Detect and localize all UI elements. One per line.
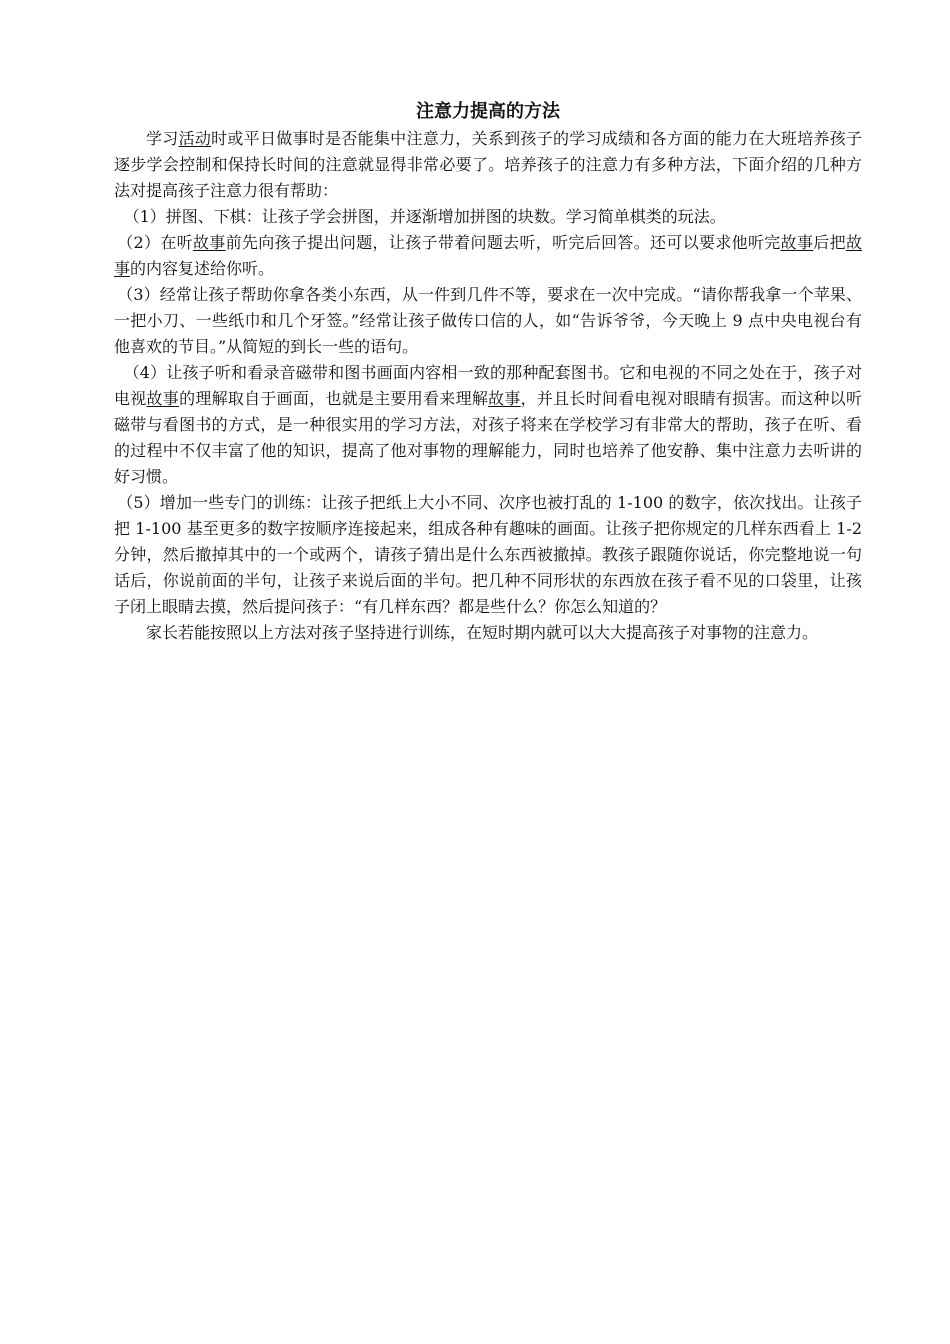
intro-text-a: 学习 xyxy=(146,129,179,148)
intro-paragraph xyxy=(114,126,862,204)
document-title: 注意力提高的方法 xyxy=(416,101,560,122)
link-story-5[interactable]: 故事 xyxy=(488,389,521,408)
item-2-text-a: （2）在听 xyxy=(117,233,193,252)
link-story-2[interactable]: 故事 xyxy=(780,233,814,252)
link-story-1[interactable]: 故事 xyxy=(192,233,226,252)
item-4-paragraph xyxy=(114,360,862,490)
item-4-text-b: 的理解取自于画面，也就是主要用看来理解 xyxy=(179,389,489,408)
item-2-paragraph xyxy=(114,230,862,282)
item-2-text-d: 的内容复述给你听。 xyxy=(130,259,275,278)
link-story-3[interactable]: 故事 xyxy=(114,233,862,278)
item-4-text-a: （4）让孩子听和看录音磁带和图书画面内容相一致的那种配套图书。它和电视的不同之处在于，孩子对电视 xyxy=(114,363,862,408)
item-4-text-c: ，并且长时间看电视对眼睛有损害。而这种以听磁带与看图书的方式，是一种很实用的学习方法，对孩子将来在学校学习有非常大的帮助，孩子在听、看的过程中不仅丰富了他的知识，提高了他对事物的理解能力，同时也培养了他安静、集中注意力去听讲的好习惯。 xyxy=(114,389,862,486)
link-story-4[interactable]: 故事 xyxy=(146,389,180,408)
item-1-paragraph: （1）拼图、下棋：让孩子学会拼图，并逐渐增加拼图的块数。学习简单棋类的玩法。 xyxy=(123,207,726,226)
item-2-text-c: 后把 xyxy=(813,233,846,252)
item-5-paragraph: （5）增加一些专门的训练：让孩子把纸上大小不同、次序也被打乱的 1-100 的数字，依次找出。让孩子把 1-100 基至更多的数字按顺序连接起来，组成各种有趣味的画面。让孩子把你规定的几样东西看上 1-2 分钟，然后撤掉其中的一个或两个，请孩子猜出是什么东西被撤掉。教孩子跟随你说话，你完整地说一句话后，你说前面的半句，让孩子来说后面的半句。把几种不同形状的东西放在孩子看不见的口袋里，让孩子闭上眼睛去摸，然后提问孩子：“有几样东西？都是些什么？你怎么知道的？ xyxy=(114,493,862,616)
item-2-text-b: 前先向孩子提出问题，让孩子带着问题去听，听完后回答。还可以要求他听完 xyxy=(225,233,781,252)
item-3-paragraph: （3）经常让孩子帮助你拿各类小东西，从一件到几件不等，要求在一次中完成。“请你帮我拿一个苹果、一把小刀、一些纸巾和几个牙签。”经常让孩子做传口信的人，如“告诉爷爷，今天晚上 9 点中央电视台有他喜欢的节目。”从简短的到长一些的语句。 xyxy=(114,285,862,356)
conclusion-paragraph: 家长若能按照以上方法对孩子坚持进行训练，在短时期内就可以大大提高孩子对事物的注意力。 xyxy=(146,623,819,642)
link-activity[interactable]: 活动 xyxy=(178,129,212,148)
document-page xyxy=(114,98,862,646)
intro-text-b: 时或平日做事时是否能集中注意力，关系到孩子的学习成绩和各方面的能力在大班培养孩子逐步学会控制和保持长时间的注意就显得非常必要了。培养孩子的注意力有多种方法，下面介绍的几种方法对提高孩子注意力很有帮助： xyxy=(114,129,862,200)
